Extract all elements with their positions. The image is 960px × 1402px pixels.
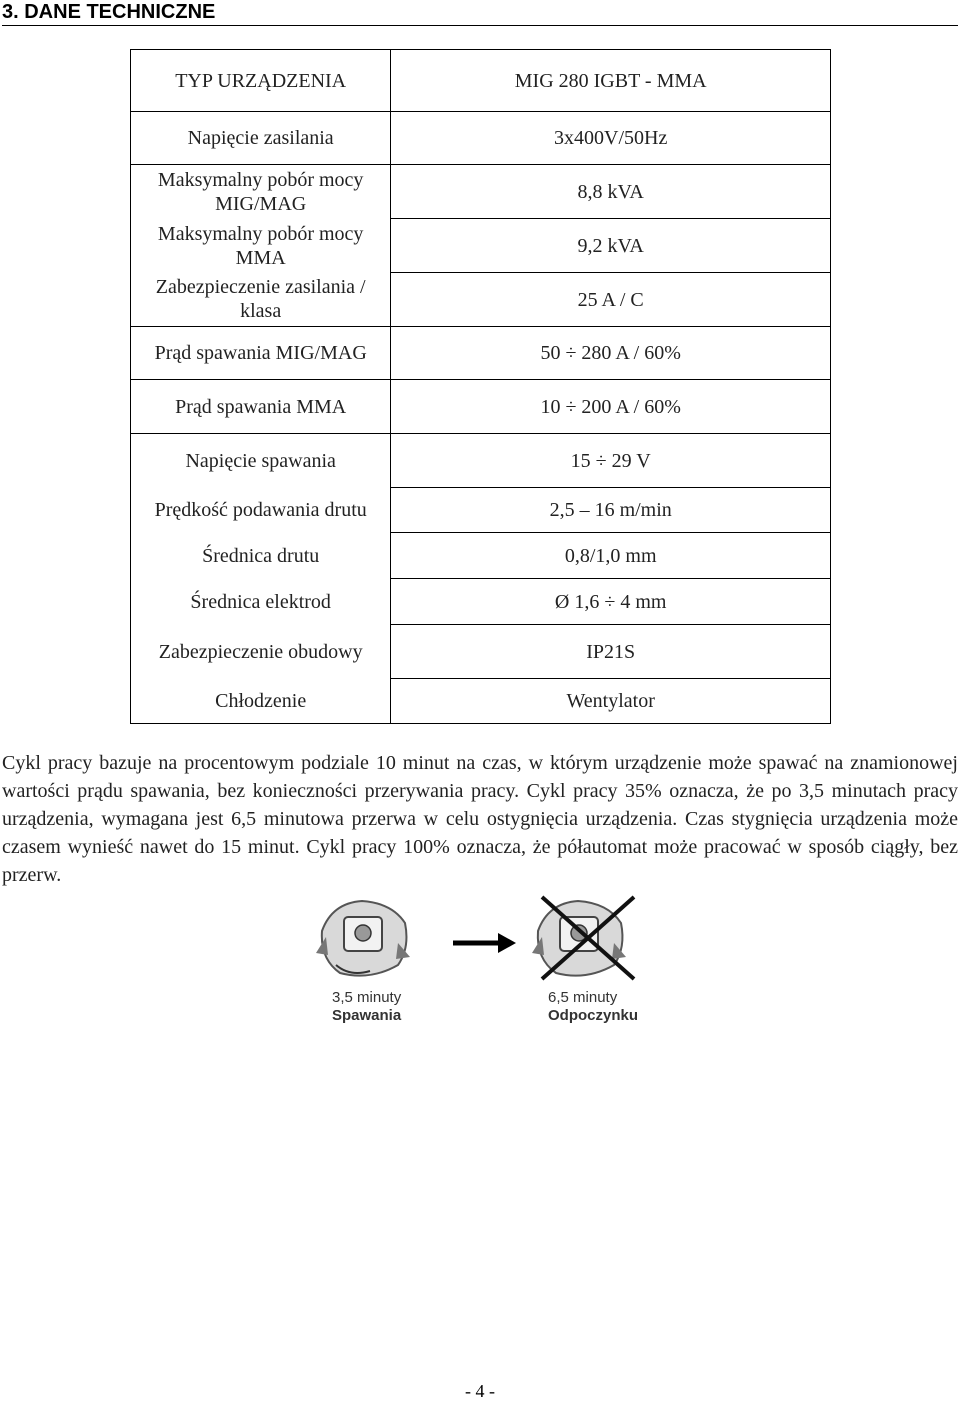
row-value: 50 ÷ 280 A / 60% [391,327,831,380]
row-label: Zabezpieczenie obudowy [131,625,391,679]
row-value: 15 ÷ 29 V [391,434,831,488]
table-row [131,488,831,533]
row-value: IP21S [391,625,831,679]
row-label: Napięcie zasilania [131,112,391,165]
row-label: Prędkość podawania drutu [131,488,391,533]
row-label: Prąd spawania MIG/MAG [131,327,391,380]
header-value: MIG 280 IGBT - MMA [391,50,831,112]
row-label: Chłodzenie [131,679,391,724]
row-label: Maksymalny pobór mocy MIG/MAG [131,165,391,219]
diagram-graphics [310,893,650,983]
row-label: Średnica drutu [131,533,391,579]
row-value: Wentylator [391,679,831,724]
welder-machine-icon [316,901,410,976]
table-row [131,625,831,679]
header-label: TYP URZĄDZENIA [131,50,391,112]
row-label: Prąd spawania MMA [131,380,391,434]
table-row [131,219,831,273]
table-row [131,380,831,434]
row-label: Maksymalny pobór mocy MMA [131,219,391,273]
row-label: Zabezpieczenie zasilania / klasa [131,273,391,327]
page-number: - 4 - [465,1381,495,1401]
row-value: 0,8/1,0 mm [391,533,831,579]
row-value: 10 ÷ 200 A / 60% [391,380,831,434]
rest-caption [548,989,638,1025]
row-label: Średnica elektrod [131,579,391,625]
table-row [131,165,831,219]
duty-cycle-paragraph: Cykl pracy bazuje na procentowym podziale 10 minut na czas, w którym urządzenie może spawać na znamionowej wartości prądu spawania, bez konieczności przerywania pracy. Cykl pracy 35% oznacza, że po 3,5 minutach pracy urządzenia, wymagana jest 6,5 minutowa przerwa w celu ostygnięcia urządzenia. Czas stygnięcia urządzenia może czasem wynieść nawet do 15 minut. Cykl pracy 100% oznacza, że półautomat może pracować w sposób ciągły, bez przerw. [2,752,958,886]
row-label: Napięcie spawania [131,434,391,488]
table-row [131,112,831,165]
duty-cycle-diagram [310,893,650,1033]
crossed-welder-machine-icon [532,897,634,979]
row-value: 9,2 kVA [391,219,831,273]
table-row [131,533,831,579]
table-row [131,679,831,724]
rest-time: 6,5 minuty [548,989,618,1006]
row-value: Ø 1,6 ÷ 4 mm [391,579,831,625]
table-header-row [131,50,831,112]
row-value: 3x400V/50Hz [391,112,831,165]
row-value: 8,8 kVA [391,165,831,219]
section-title: 3. DANE TECHNICZNE [2,0,958,26]
rest-label: Odpoczynku [548,1007,639,1024]
welding-time: 3,5 minuty [332,989,402,1006]
row-value: 2,5 – 16 m/min [391,488,831,533]
specs-table [130,49,831,724]
table-row [131,273,831,327]
table-row [131,579,831,625]
table-row [131,434,831,488]
row-value: 25 A / C [391,273,831,327]
table-row [131,327,831,380]
arrow-right-icon [453,933,516,953]
welding-label: Spawania [332,1007,402,1024]
welding-caption [332,989,401,1025]
